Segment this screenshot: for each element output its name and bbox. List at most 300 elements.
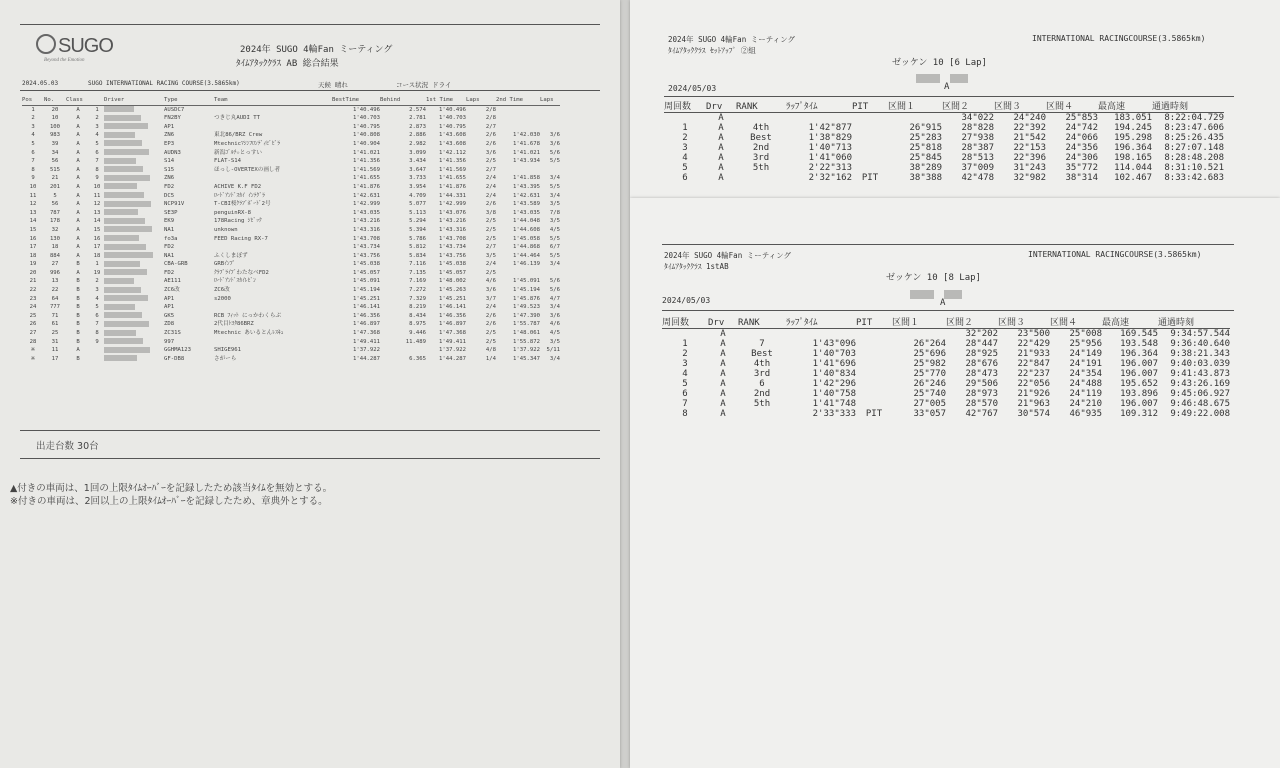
table-cell: A bbox=[76, 244, 80, 251]
lap-header-cell: 区間３ bbox=[994, 102, 1046, 113]
lap-cell: 27"938 bbox=[961, 133, 994, 143]
lap-cell: 25"740 bbox=[913, 389, 946, 399]
table-cell bbox=[214, 303, 332, 312]
table-cell: 16 bbox=[29, 235, 37, 242]
lap-cell: 1'41"696 bbox=[812, 359, 856, 369]
table-cell: 9 bbox=[95, 338, 99, 345]
lap-cell: 32"982 bbox=[1013, 173, 1046, 183]
lap-cell: 8:25:26.435 bbox=[1164, 133, 1224, 143]
lap-cell: 8:27:07.148 bbox=[1164, 143, 1224, 153]
lap-header-cell: ﾗｯﾌﾟﾀｲﾑ bbox=[786, 102, 852, 113]
lap-cell: 4 bbox=[682, 369, 688, 379]
table-cell: A bbox=[76, 123, 80, 130]
table-cell: 1'41.655 bbox=[439, 175, 466, 182]
table-cell: 13 bbox=[29, 209, 37, 216]
table-cell: 31 bbox=[51, 338, 59, 345]
table-cell: A bbox=[76, 209, 80, 216]
lap-cell: 42"478 bbox=[961, 173, 994, 183]
lap-cell: 195.652 bbox=[1120, 379, 1158, 389]
table-cell: 1'49.411 bbox=[439, 338, 466, 345]
table-cell: 東北86/BRZ Crew bbox=[214, 132, 263, 139]
lap-cell: 1'41"060 bbox=[808, 153, 852, 163]
lap-cell: 22"396 bbox=[1013, 153, 1046, 163]
lap-cell: 22"153 bbox=[1013, 143, 1046, 153]
lap-cell bbox=[852, 143, 888, 153]
table-cell: 14 bbox=[29, 218, 37, 225]
table-row bbox=[22, 200, 560, 209]
results-header-cell bbox=[90, 96, 104, 105]
table-row bbox=[22, 105, 560, 114]
table-cell: 1'42.999 bbox=[353, 201, 380, 208]
table-cell: 3/8 bbox=[485, 209, 496, 216]
table-cell: 3 bbox=[31, 123, 35, 130]
table-cell: 983 bbox=[49, 132, 61, 139]
lap-cell: Best bbox=[751, 349, 773, 359]
table-cell: 11 bbox=[51, 347, 59, 354]
lap-cell: 38"314 bbox=[1065, 173, 1098, 183]
table-cell: 1'41.678 bbox=[513, 140, 540, 147]
table-cell: 1'40.795 bbox=[353, 123, 380, 130]
table-cell: B bbox=[76, 278, 80, 285]
lap-cell: 3 bbox=[682, 359, 688, 369]
table-cell: A bbox=[76, 226, 80, 233]
lap-cell: 8:22:04.729 bbox=[1164, 113, 1224, 123]
table-cell: 3.434 bbox=[409, 158, 426, 165]
table-cell: 9.446 bbox=[409, 330, 426, 337]
lap-cell: A bbox=[718, 143, 724, 153]
lap-date: 2024/05/03 bbox=[668, 84, 717, 93]
lap-cell: 26"264 bbox=[913, 339, 946, 349]
lap-cell: 21"963 bbox=[1017, 399, 1050, 409]
table-cell: 5.834 bbox=[409, 252, 426, 259]
table-cell: AP1 bbox=[164, 295, 175, 302]
lap-cell: PIT bbox=[861, 173, 879, 183]
table-cell: 34 bbox=[51, 149, 59, 156]
event-title: 2024年 SUGO 4輪Fan ミーティング bbox=[664, 251, 791, 260]
table-cell: 5.786 bbox=[409, 235, 426, 242]
table-cell: 1'44.608 bbox=[513, 226, 540, 233]
table-cell: 39 bbox=[51, 140, 59, 147]
table-row bbox=[22, 235, 560, 244]
table-cell: A bbox=[76, 132, 80, 139]
driver-cell-redacted bbox=[104, 312, 164, 321]
table-cell: 1'46.897 bbox=[439, 321, 466, 328]
table-cell: S15 bbox=[164, 166, 175, 173]
table-cell: A bbox=[76, 192, 80, 199]
table-cell: 28 bbox=[29, 338, 37, 345]
lap-cell bbox=[856, 329, 892, 340]
table-cell: 2/4 bbox=[485, 261, 496, 268]
table-cell: 1'46.141 bbox=[439, 304, 466, 311]
table-cell: ｸﾗﾌﾞﾗｲﾌﾞわたなべFD2 bbox=[214, 269, 269, 276]
table-cell: 1'40.904 bbox=[353, 140, 380, 147]
table-cell: 2/6 bbox=[485, 321, 496, 328]
table-cell: FD2 bbox=[164, 244, 175, 251]
table-cell: 4.709 bbox=[409, 192, 426, 199]
lap-cell: A bbox=[720, 349, 726, 359]
table-cell: 27 bbox=[29, 330, 37, 337]
lap-header-cell: 最高速 bbox=[1102, 318, 1158, 329]
table-cell: 1'43.216 bbox=[439, 218, 466, 225]
class-title: ﾀｲﾑｱﾀｯｸｸﾗｽ AB 総合結果 bbox=[236, 59, 339, 69]
table-cell: 9 bbox=[31, 175, 35, 182]
table-cell: 1'45.194 bbox=[353, 287, 380, 294]
lap-cell: 9:41:43.873 bbox=[1170, 369, 1230, 379]
lap-cell: 193.896 bbox=[1120, 389, 1158, 399]
table-cell bbox=[90, 346, 104, 355]
table-cell: 4/7 bbox=[549, 295, 560, 302]
table-cell: 8.975 bbox=[409, 321, 426, 328]
logo-tagline: Beyond the Emotion bbox=[44, 58, 85, 63]
results-header-cell: Class bbox=[66, 96, 90, 105]
table-cell: 178Racing ｼﾋﾞｯｸ bbox=[214, 218, 262, 225]
lap-header-row bbox=[662, 318, 1230, 329]
driver-cell-redacted bbox=[104, 217, 164, 226]
table-cell: 1'41.569 bbox=[353, 166, 380, 173]
table-cell: GF-DB8 bbox=[164, 355, 185, 362]
table-cell: 1'46.139 bbox=[513, 261, 540, 268]
lap-cell bbox=[852, 153, 888, 163]
table-row bbox=[22, 243, 560, 252]
lap-header-cell: 周回数 bbox=[664, 102, 706, 113]
lap-row bbox=[664, 173, 1224, 183]
table-cell: 4 bbox=[31, 132, 35, 139]
lap-header-cell: RANK bbox=[738, 318, 786, 329]
driver-cell-redacted bbox=[104, 243, 164, 252]
lap-cell: 109.312 bbox=[1120, 409, 1158, 419]
lap-cell: A bbox=[720, 389, 726, 399]
table-cell: A bbox=[76, 235, 80, 242]
lap-cell bbox=[856, 379, 892, 389]
table-cell: つきじ丸AUDI TT bbox=[214, 115, 260, 122]
results-header-cell: Team bbox=[214, 96, 332, 105]
table-cell: 5/6 bbox=[549, 149, 560, 156]
table-cell: B bbox=[76, 312, 80, 319]
lap-cell: 1'42"877 bbox=[808, 123, 852, 133]
table-cell: 3/4 bbox=[549, 175, 560, 182]
table-cell bbox=[540, 114, 560, 123]
lap-cell: 2'33"333 bbox=[812, 409, 856, 419]
table-cell: 21 bbox=[51, 175, 59, 182]
table-cell: さがーら bbox=[214, 355, 237, 362]
table-cell bbox=[496, 166, 540, 175]
note-invalid-time: ▲付きの車両は、1回の上限ﾀｲﾑｵｰﾊﾞｰを記録したため該当ﾀｲﾑを無効とする。 bbox=[10, 483, 333, 494]
lap-cell bbox=[852, 123, 888, 133]
table-cell: 7.116 bbox=[409, 261, 426, 268]
lap-cell bbox=[662, 329, 708, 340]
driver-class: A bbox=[940, 298, 946, 308]
lap-cell bbox=[736, 173, 786, 183]
driver-cell-redacted bbox=[104, 329, 164, 338]
lap-cell: 29"506 bbox=[965, 379, 998, 389]
lap-cell: 196.364 bbox=[1114, 143, 1152, 153]
lap-cell: 32"202 bbox=[965, 329, 998, 339]
table-cell: 64 bbox=[51, 295, 59, 302]
lap-cell: 28"570 bbox=[965, 399, 998, 409]
table-cell: s2000 bbox=[214, 295, 231, 302]
table-row bbox=[22, 157, 560, 166]
table-cell: 1'42.112 bbox=[439, 149, 466, 156]
table-cell: FEED Racing RX-7 bbox=[214, 235, 268, 242]
table-cell: 777 bbox=[49, 304, 61, 311]
table-cell: NCP91V bbox=[164, 201, 185, 208]
lap-cell: 1 bbox=[682, 123, 688, 133]
lap-cell: 24"210 bbox=[1069, 399, 1102, 409]
lap-cell: 25"696 bbox=[913, 349, 946, 359]
driver-cell-redacted bbox=[104, 166, 164, 175]
table-cell: 2/7 bbox=[485, 166, 496, 173]
lap-cell: 4 bbox=[682, 153, 688, 163]
lap-cell bbox=[856, 399, 892, 409]
table-cell: 2/6 bbox=[485, 201, 496, 208]
table-cell: 1'45.251 bbox=[353, 295, 380, 302]
table-cell: A bbox=[76, 218, 80, 225]
table-cell: 1'48.061 bbox=[513, 330, 540, 337]
table-cell: 5/5 bbox=[549, 252, 560, 259]
table-cell: 3/5 bbox=[485, 252, 496, 259]
table-cell: 新潟ｺﾞﾙﾁ☆とっすい bbox=[214, 149, 263, 156]
lap-cell: 2nd bbox=[752, 143, 770, 153]
table-cell: 1'43.756 bbox=[353, 252, 380, 259]
table-cell: 2/4 bbox=[485, 304, 496, 311]
table-cell: AUSDC7 bbox=[164, 106, 185, 113]
table-row bbox=[22, 149, 560, 158]
lap-cell bbox=[888, 113, 942, 124]
table-cell: 4/5 bbox=[549, 226, 560, 233]
table-cell: 3/6 bbox=[549, 132, 560, 139]
results-header-cell: 2nd Time bbox=[496, 96, 540, 105]
table-cell: 3/6 bbox=[485, 287, 496, 294]
logo-text: SUGO bbox=[58, 35, 113, 57]
lap-cell: 28"973 bbox=[965, 389, 998, 399]
lap-cell: 24"488 bbox=[1069, 379, 1102, 389]
lap-cell: 114.044 bbox=[1114, 163, 1152, 173]
table-cell: 3.954 bbox=[409, 183, 426, 190]
lap-cell: A bbox=[720, 409, 726, 419]
table-cell: B bbox=[76, 338, 80, 345]
table-row bbox=[22, 131, 560, 140]
table-cell: 4 bbox=[95, 132, 99, 139]
driver-cell-redacted bbox=[104, 209, 164, 218]
lap-cell bbox=[856, 369, 892, 379]
lap-header-cell: Drv bbox=[706, 102, 736, 113]
table-cell: ※ bbox=[30, 347, 36, 354]
driver-cell-redacted bbox=[104, 303, 164, 312]
table-cell: S14 bbox=[164, 158, 175, 165]
lap-cell: 25"845 bbox=[909, 153, 942, 163]
table-cell: 5 bbox=[95, 304, 99, 311]
lap-cell: 3rd bbox=[753, 369, 771, 379]
table-cell: 1'43.756 bbox=[439, 252, 466, 259]
lap-header-cell: 区間４ bbox=[1050, 318, 1102, 329]
table-cell: 1'47.368 bbox=[353, 330, 380, 337]
table-cell: 1'45.876 bbox=[513, 295, 540, 302]
course-name: INTERNATIONAL RACINGCOURSE(3.5865km) bbox=[1032, 34, 1206, 43]
table-cell: 2/5 bbox=[485, 226, 496, 233]
table-cell: 1'44.048 bbox=[513, 218, 540, 225]
lap-cell: 8:23:47.606 bbox=[1164, 123, 1224, 133]
table-cell: A bbox=[76, 175, 80, 182]
table-cell: 1'40.808 bbox=[353, 132, 380, 139]
lap-cell: A bbox=[720, 369, 726, 379]
table-cell: B bbox=[76, 355, 80, 362]
course-name: INTERNATIONAL RACINGCOURSE(3.5865km) bbox=[1028, 250, 1202, 259]
table-cell: 2 bbox=[95, 115, 99, 122]
lap-cell bbox=[856, 349, 892, 359]
table-cell: A bbox=[76, 166, 80, 173]
table-cell: 4/8 bbox=[485, 347, 496, 354]
lap-cell: 22"056 bbox=[1017, 379, 1050, 389]
lap-cell: 24"742 bbox=[1065, 123, 1098, 133]
table-cell: 2/5 bbox=[485, 158, 496, 165]
table-cell: 1'43.734 bbox=[353, 244, 380, 251]
lap-cell: 183.051 bbox=[1114, 113, 1152, 123]
lap-cell: 5 bbox=[682, 163, 688, 173]
lap-cell: 25"770 bbox=[913, 369, 946, 379]
table-row bbox=[22, 312, 560, 321]
table-cell: 10 bbox=[29, 183, 37, 190]
lap-cell bbox=[852, 163, 888, 173]
table-cell: 1'41.021 bbox=[513, 149, 540, 156]
table-row bbox=[22, 166, 560, 175]
lap-cell: 21"926 bbox=[1017, 389, 1050, 399]
lap-cell: 25"956 bbox=[1069, 339, 1102, 349]
table-cell: 19 bbox=[29, 261, 37, 268]
table-cell: 2/4 bbox=[485, 183, 496, 190]
driver-cell-redacted bbox=[104, 338, 164, 347]
table-cell: 3 bbox=[95, 123, 99, 130]
lap-cell: 28"447 bbox=[965, 339, 998, 349]
table-cell: 515 bbox=[49, 166, 61, 173]
lap-cell: 2'32"162 bbox=[808, 173, 852, 183]
lap-row bbox=[662, 369, 1230, 379]
event-title: 2024年 SUGO 4輪Fan ミーティング bbox=[668, 35, 795, 44]
table-cell: RCB ﾌｨｯﾄ にっかわくらぶ bbox=[214, 312, 282, 319]
lap-cell: 9:45:06.927 bbox=[1170, 389, 1230, 399]
table-cell: 2.574 bbox=[409, 106, 426, 113]
table-cell: 7.272 bbox=[409, 287, 426, 294]
driver-cell-redacted bbox=[104, 183, 164, 192]
lap-cell: A bbox=[718, 163, 724, 173]
results-header-cell: No. bbox=[44, 96, 66, 105]
table-row bbox=[22, 209, 560, 218]
lap-cell bbox=[856, 359, 892, 369]
table-cell: 5 bbox=[31, 140, 35, 147]
lap-row bbox=[662, 349, 1230, 359]
table-cell: 1'44.331 bbox=[439, 192, 466, 199]
lap-cell: 28"676 bbox=[965, 359, 998, 369]
driver-cell-redacted bbox=[104, 260, 164, 269]
lap-cell: 24"119 bbox=[1069, 389, 1102, 399]
lap-header-cell: 区間２ bbox=[946, 318, 998, 329]
lap-cell: 196.007 bbox=[1120, 399, 1158, 409]
table-cell: 2 bbox=[95, 278, 99, 285]
table-cell: 5/5 bbox=[549, 235, 560, 242]
table-cell: 1'42.631 bbox=[513, 192, 540, 199]
lap-cell: 38"388 bbox=[909, 173, 942, 183]
lap-header-cell: 区間４ bbox=[1046, 102, 1098, 113]
table-cell: 56 bbox=[51, 158, 59, 165]
lap-header-cell: Drv bbox=[708, 318, 738, 329]
lap-header-cell: RANK bbox=[736, 102, 786, 113]
results-header-cell: 1st Time bbox=[426, 96, 466, 105]
table-cell: 5 bbox=[53, 192, 57, 199]
lap-chart-setup-sheet bbox=[630, 0, 1280, 198]
table-row bbox=[22, 217, 560, 226]
table-cell: A bbox=[76, 252, 80, 259]
table-cell: 19 bbox=[93, 269, 101, 276]
lap-cell: 9:43:26.169 bbox=[1170, 379, 1230, 389]
lap-cell: 24"191 bbox=[1069, 359, 1102, 369]
lap-row bbox=[664, 123, 1224, 133]
table-cell bbox=[540, 269, 560, 278]
table-cell: 1'43.589 bbox=[513, 201, 540, 208]
table-cell: 2.886 bbox=[409, 132, 426, 139]
table-cell: 7 bbox=[31, 158, 35, 165]
lap-cell: 34"022 bbox=[961, 113, 994, 123]
table-cell: 1'45.057 bbox=[439, 269, 466, 276]
lap-row bbox=[662, 389, 1230, 399]
table-cell: 4/6 bbox=[549, 321, 560, 328]
table-cell: 1'45.091 bbox=[353, 278, 380, 285]
lap-cell: 9:34:57.544 bbox=[1170, 329, 1230, 339]
table-cell: 1'43.395 bbox=[513, 183, 540, 190]
lap-cell: 8:33:42.683 bbox=[1164, 173, 1224, 183]
lap-cell: 194.245 bbox=[1114, 123, 1152, 133]
lap-cell: A bbox=[718, 153, 724, 163]
table-cell: 7/8 bbox=[549, 209, 560, 216]
table-cell: 2代目ﾄﾖﾀ86BRZ bbox=[214, 321, 254, 328]
table-cell: ZN6 bbox=[164, 175, 175, 182]
table-row bbox=[22, 252, 560, 261]
table-cell: A bbox=[76, 149, 80, 156]
lap-cell: A bbox=[720, 339, 726, 349]
table-cell: 787 bbox=[49, 209, 61, 216]
lap-cell: A bbox=[718, 123, 724, 133]
lap-cell: 2 bbox=[682, 133, 688, 143]
table-cell: 2/5 bbox=[485, 338, 496, 345]
table-cell: 1'42.631 bbox=[353, 192, 380, 199]
lap-cell: 24"066 bbox=[1065, 133, 1098, 143]
lap-cell: A bbox=[720, 379, 726, 389]
lap-cell: 3 bbox=[682, 143, 688, 153]
table-cell: 1'44.868 bbox=[513, 244, 540, 251]
table-cell: unknown bbox=[214, 226, 238, 233]
lap-cell: 25"008 bbox=[1069, 329, 1102, 339]
lap-cell bbox=[856, 339, 892, 349]
track-condition: コース状況 ドライ bbox=[396, 81, 452, 89]
lap-row bbox=[664, 133, 1224, 143]
table-cell: 7.169 bbox=[409, 278, 426, 285]
table-cell bbox=[540, 105, 560, 114]
lap-cell: 1'40"713 bbox=[808, 143, 852, 153]
table-cell: 2/6 bbox=[485, 312, 496, 319]
lap-header-cell: PIT bbox=[856, 318, 892, 329]
table-cell: 8.219 bbox=[409, 304, 426, 311]
table-cell: 2.873 bbox=[409, 123, 426, 130]
table-cell: 2/6 bbox=[485, 140, 496, 147]
table-cell: Mtechnicﾏｼﾝﾌﾛﾝﾃﾞｨﾋﾞﾋﾞﾗ bbox=[214, 140, 281, 147]
lap-chart-1stab-sheet bbox=[630, 198, 1280, 768]
driver-cell-redacted bbox=[104, 200, 164, 209]
table-row bbox=[22, 140, 560, 149]
table-cell: B bbox=[76, 321, 80, 328]
driver-cell-redacted bbox=[104, 192, 164, 201]
table-cell: 1'48.002 bbox=[439, 278, 466, 285]
table-cell: 1'45.251 bbox=[439, 295, 466, 302]
table-cell: 1'43.708 bbox=[353, 235, 380, 242]
table-cell: 15 bbox=[93, 226, 101, 233]
